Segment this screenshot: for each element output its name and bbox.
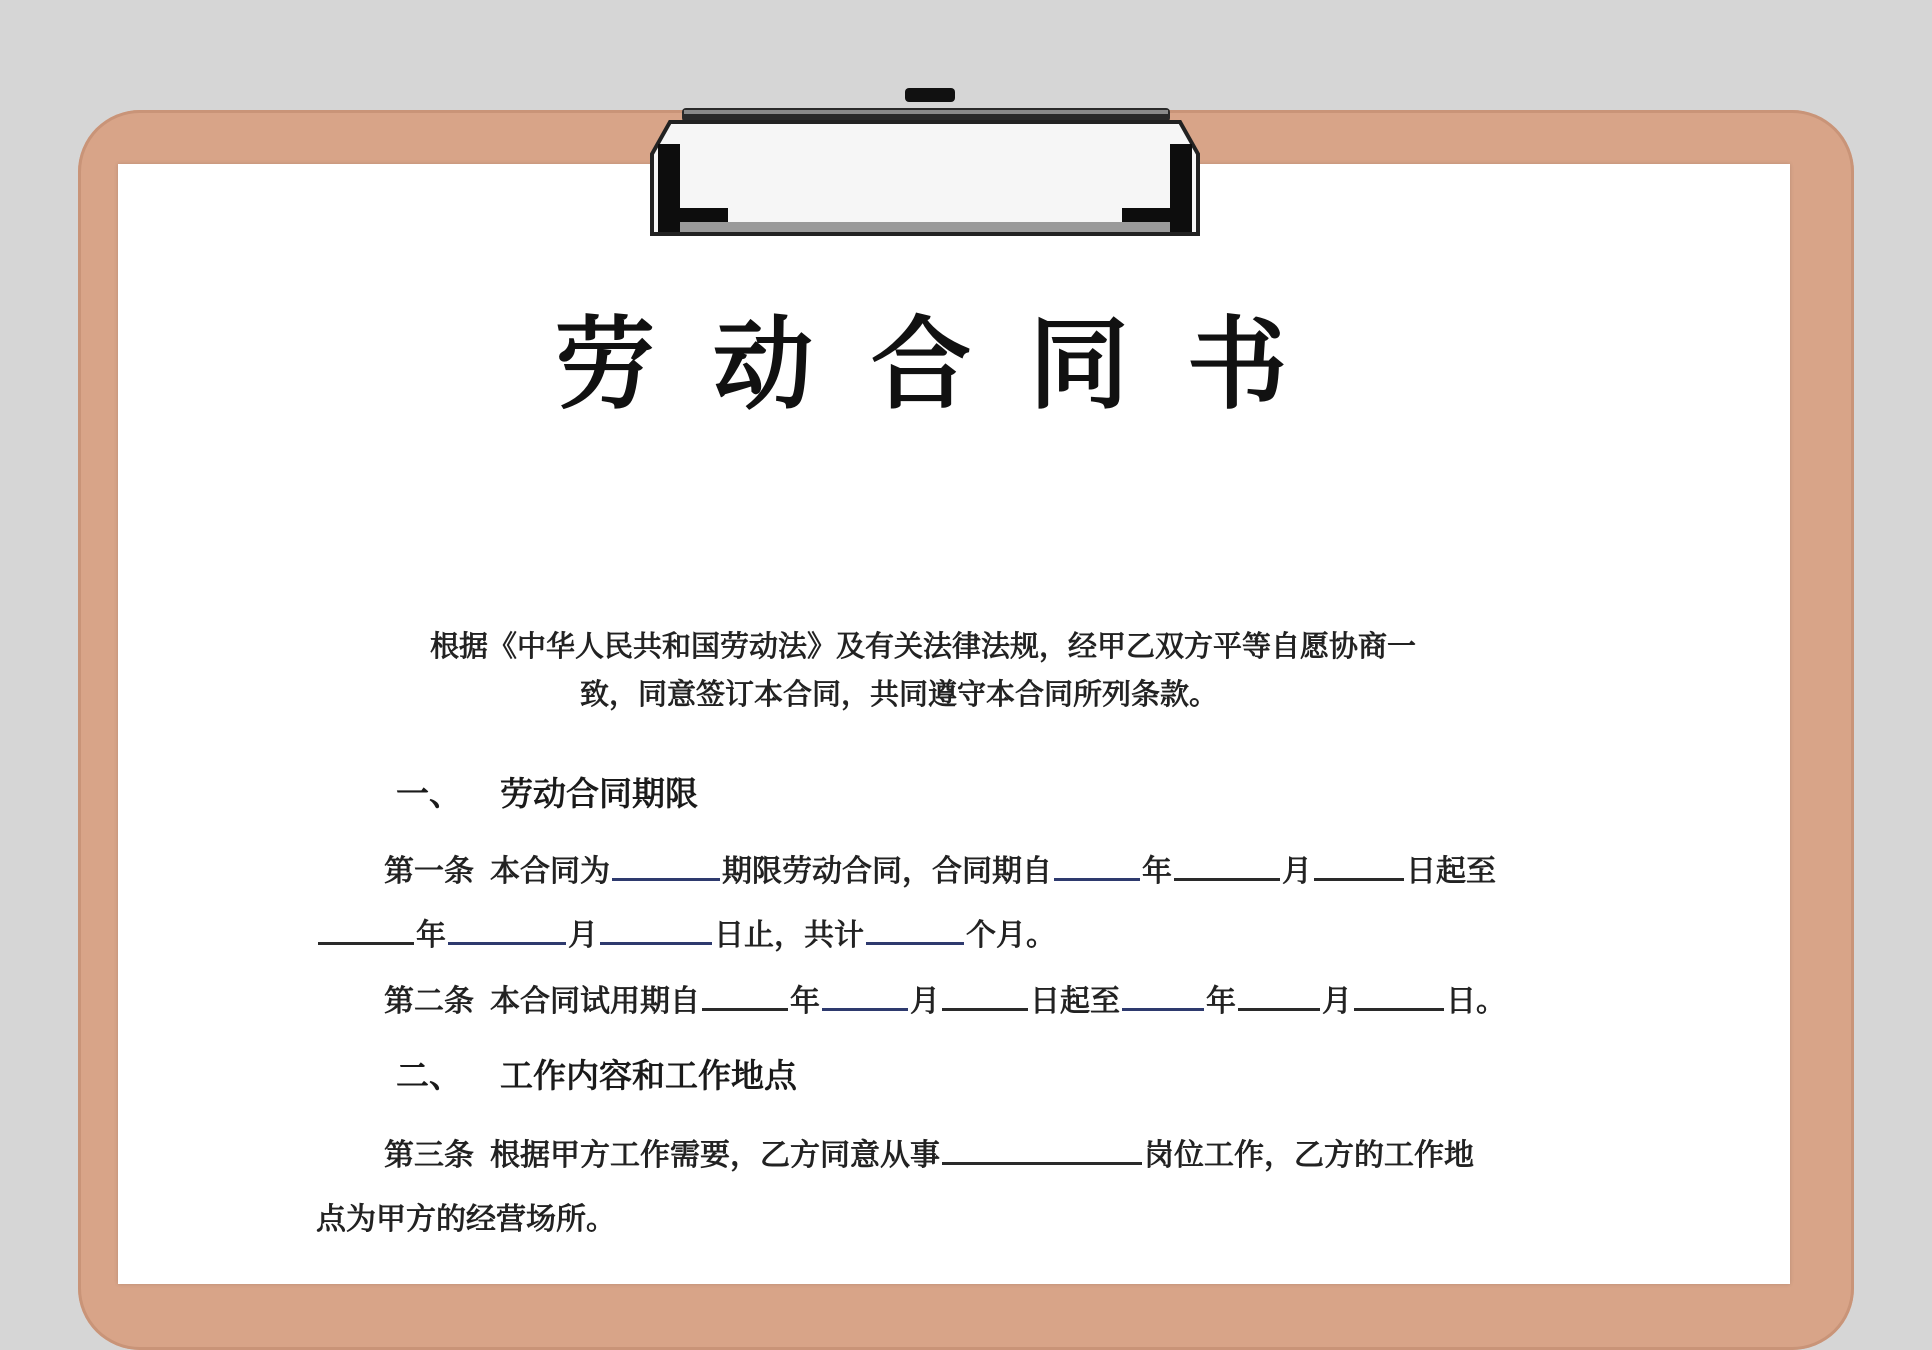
position-blank[interactable]	[942, 1132, 1142, 1165]
intro-line-2: 致，同意签订本合同，共同遵守本合同所列条款。	[580, 677, 1219, 711]
probation-end-year-blank[interactable]	[1122, 978, 1204, 1011]
article-1-line-1	[384, 848, 1496, 894]
article-text: 根据甲方工作需要，乙方同意从事	[490, 1138, 940, 1173]
section-title: 工作内容和工作地点	[500, 1056, 797, 1095]
article-text: 年	[790, 984, 820, 1019]
article-3-line-2	[316, 1198, 616, 1242]
article-text: 个月。	[966, 918, 1056, 953]
article-text: 月	[568, 918, 598, 953]
start-year-blank[interactable]	[1054, 848, 1140, 881]
probation-end-day-blank[interactable]	[1354, 978, 1444, 1011]
end-year-blank[interactable]	[318, 912, 414, 945]
probation-start-year-blank[interactable]	[702, 978, 788, 1011]
probation-start-day-blank[interactable]	[942, 978, 1028, 1011]
probation-end-month-blank[interactable]	[1238, 978, 1320, 1011]
intro-line-1: 根据《中华人民共和国劳动法》及有关法律法规，经甲乙双方平等自愿协商一	[430, 629, 1417, 663]
total-months-blank[interactable]	[866, 912, 964, 945]
clipboard-clip	[640, 84, 1210, 244]
section-number: 一、	[396, 774, 462, 813]
article-text: 日。	[1446, 984, 1506, 1019]
article-text: 期限劳动合同，合同期自	[722, 854, 1052, 889]
section-heading-2	[396, 1054, 797, 1098]
article-text: 岗位工作，乙方的工作地	[1144, 1138, 1474, 1173]
article-text: 本合同为	[490, 854, 610, 889]
start-day-blank[interactable]	[1314, 848, 1404, 881]
contract-type-blank[interactable]	[612, 848, 720, 881]
article-text: 年	[1206, 984, 1236, 1019]
article-text: 日止，共计	[714, 918, 864, 953]
article-text: 月	[910, 984, 940, 1019]
article-2-line	[384, 978, 1506, 1024]
section-title: 劳动合同期限	[500, 774, 698, 813]
probation-start-month-blank[interactable]	[822, 978, 908, 1011]
article-label: 第二条	[384, 984, 474, 1019]
article-text: 点为甲方的经营场所。	[316, 1202, 616, 1237]
section-heading-1	[396, 772, 698, 816]
intro-paragraph	[430, 622, 1590, 718]
article-label: 第三条	[384, 1138, 474, 1173]
start-month-blank[interactable]	[1174, 848, 1280, 881]
article-label: 第一条	[384, 854, 474, 889]
article-text: 本合同试用期自	[490, 984, 700, 1019]
article-text: 年	[416, 918, 446, 953]
article-1-line-2	[316, 912, 1056, 958]
article-text: 月	[1322, 984, 1352, 1019]
end-month-blank[interactable]	[448, 912, 566, 945]
article-text: 月	[1282, 854, 1312, 889]
end-day-blank[interactable]	[600, 912, 712, 945]
article-text: 日起至	[1030, 984, 1120, 1019]
section-number: 二、	[396, 1056, 462, 1095]
article-text: 日起至	[1406, 854, 1496, 889]
article-3-line-1	[384, 1132, 1474, 1178]
article-text: 年	[1142, 854, 1172, 889]
document-title: 劳动合同书	[555, 306, 1345, 423]
